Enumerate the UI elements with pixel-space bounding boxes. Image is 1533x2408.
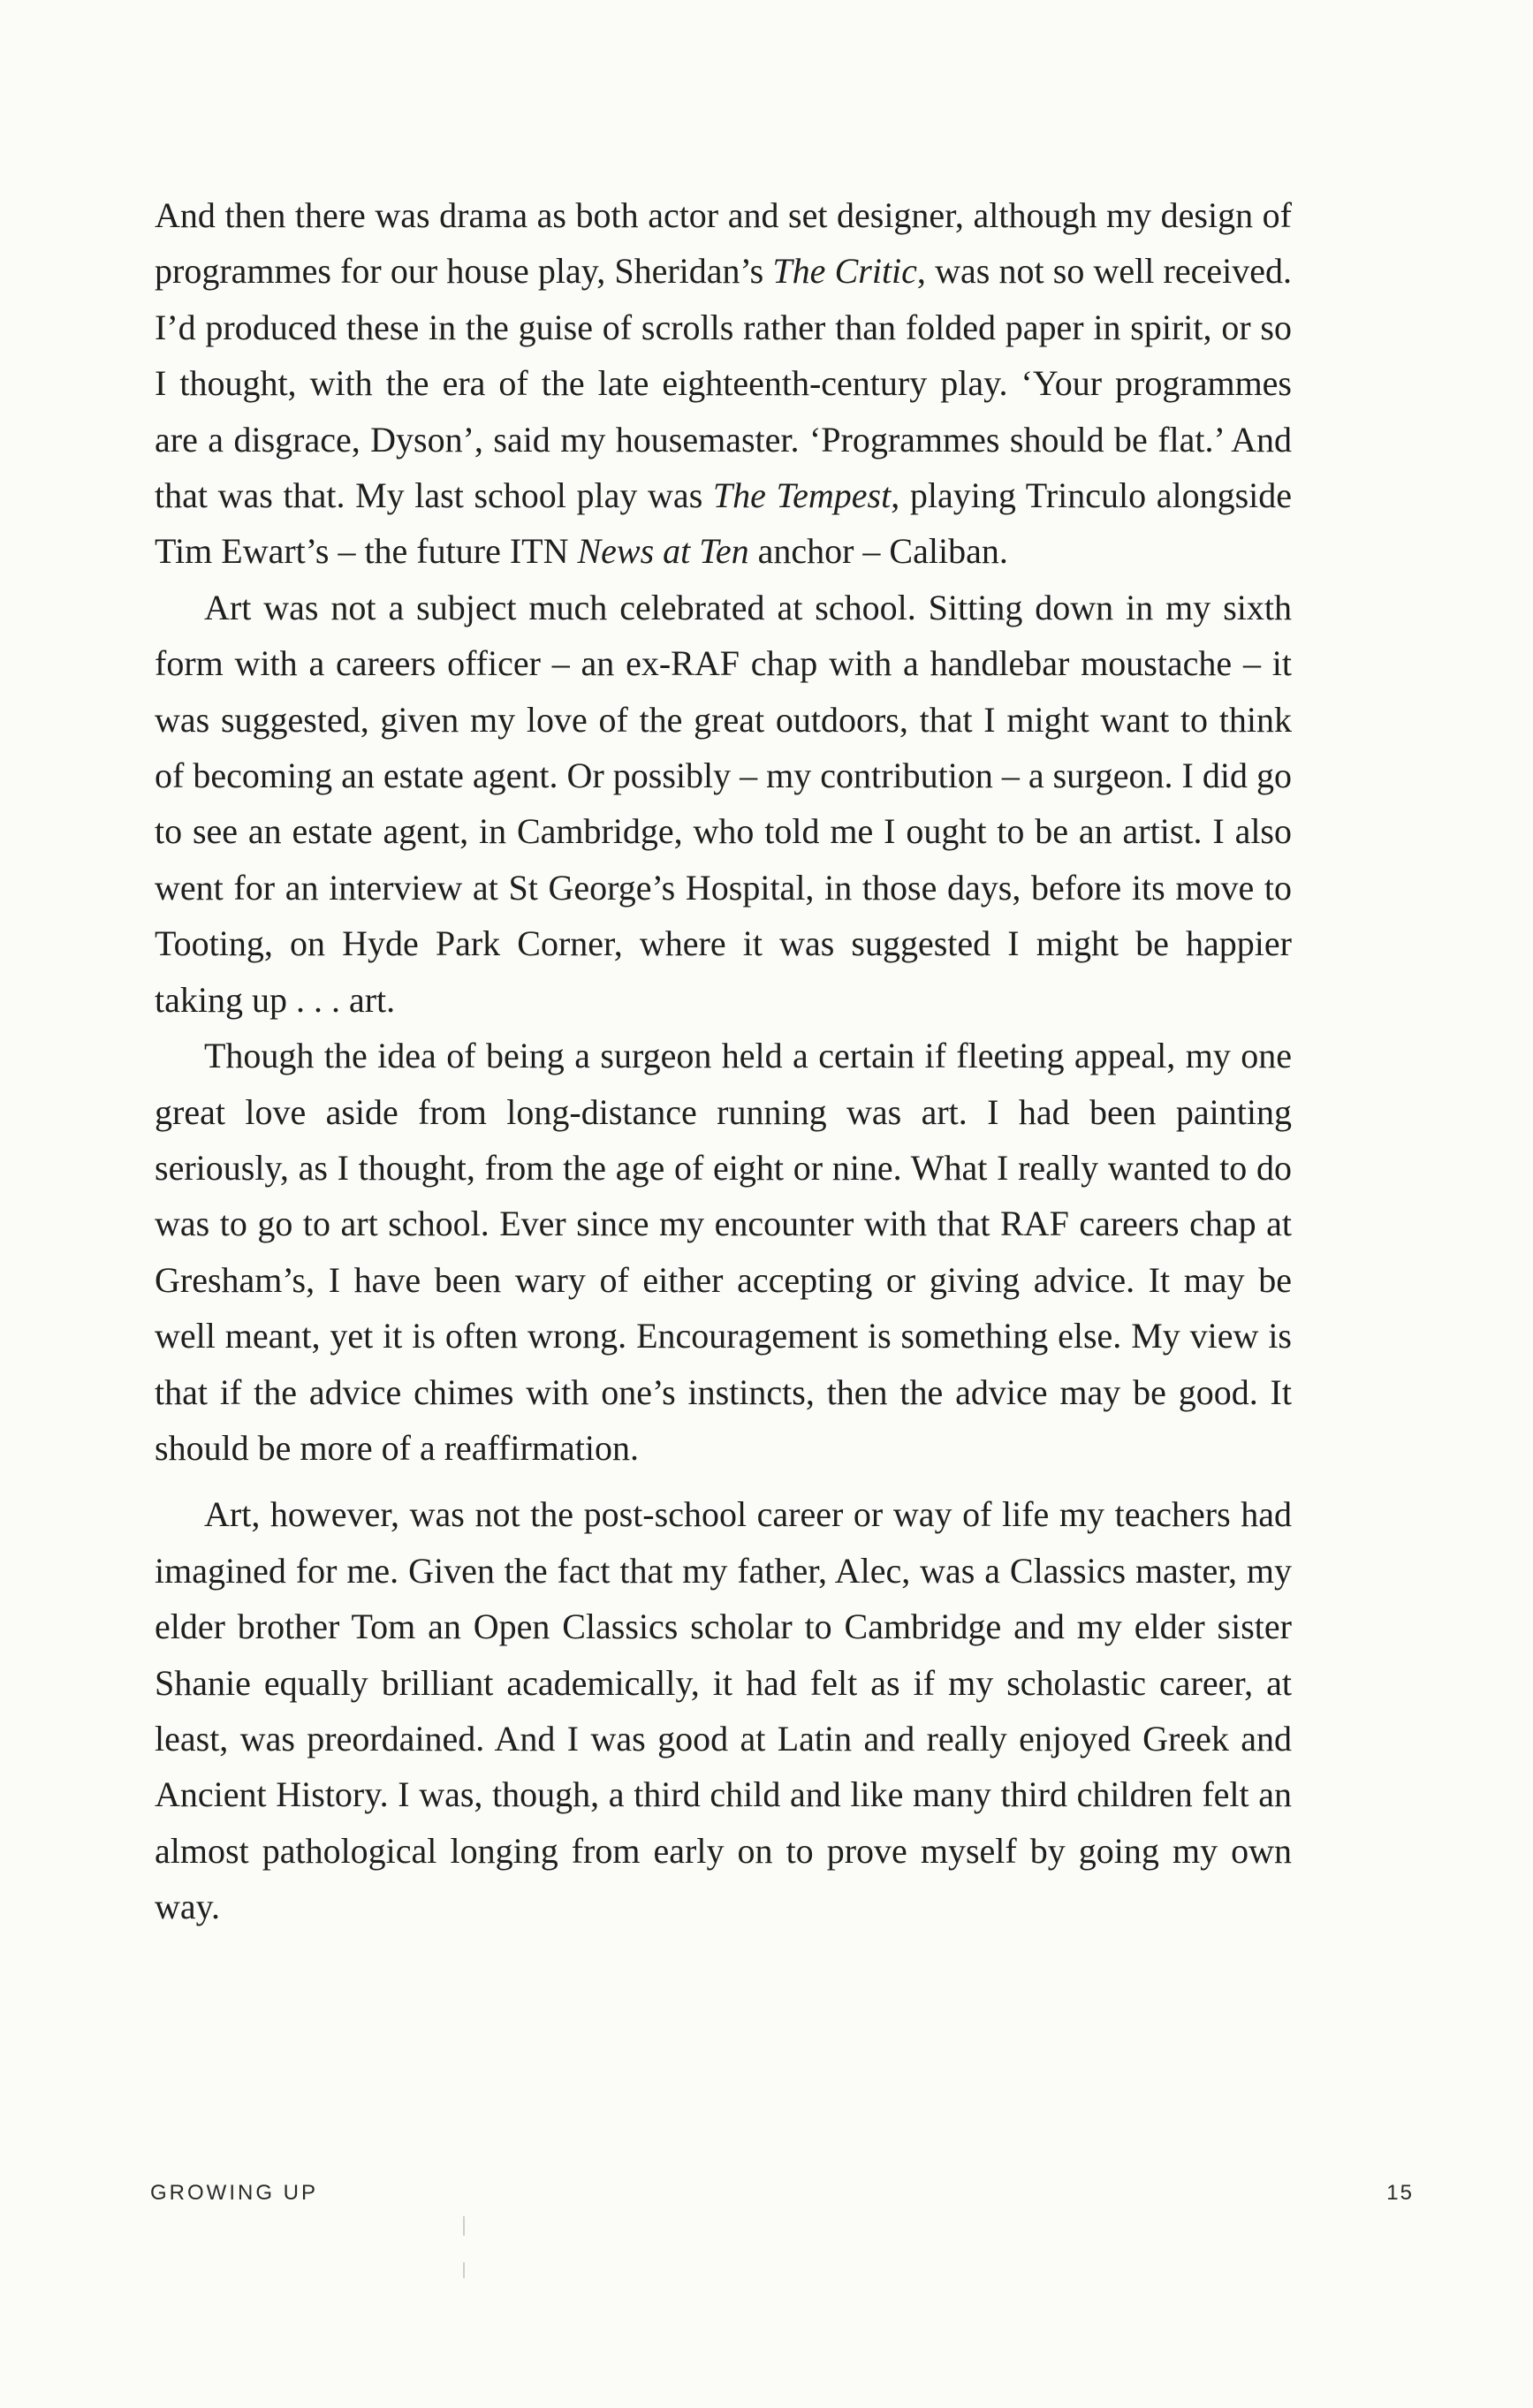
body-text [155,187,1292,1935]
text-segment: Though the idea of being a surgeon held a certain if fleeting appeal, my one great love aside from long-distance running was art. I had been painting seriously, as I thought, from the age of eight or nine. What I really wanted to do was to go to art school. Ever since my encounter with that RAF careers chap at Gresham’s, I have been wary of either accepting or giving advice. It may be well meant, yet it is often wrong. Encouragement is something else. My view is that if the advice chimes with one’s instincts, then the advice may be good. It should be more of a reaffirmation. [155,1036,1292,1468]
text-segment: Art was not a subject much celebrated at school. Sitting down in my sixth form with a careers officer – an ex-RAF chap with a handlebar moustache – it was suggested, given my love of the great outdoors, that I might want to think of becoming an estate agent. Or possibly – my contribution – a surgeon. I did go to see an estate agent, in Cambridge, who told me I ought to be an artist. I also went for an interview at St George’s Hospital, in those days, before its move to Tooting, on Hyde Park Corner, where it was suggested I might be happier taking up . . . art. [155,587,1292,1020]
text-segment: , playing Trinculo alongside Tim Ewart’s – the future ITN [155,475,1293,572]
paragraph-2 [155,580,1292,1028]
text-segment: , was not so well received. I’d produced these in the guise of scrolls rather than folded paper in spirit, or so I thought, with the era of the late eighteenth-century play. ‘Your programmes are a disgrace, Dyson’, said my housemaster. ‘Programmes should be flat.’ And that was that. My last school play was [155,251,1292,516]
page-number: 15 [1386,2181,1414,2205]
running-footer-section-title: GROWING UP [150,2181,318,2205]
italic-title-text: The Tempest [712,475,892,516]
paragraph-3 [155,1028,1292,1476]
paragraph-4 [155,1486,1292,1934]
paragraph-1 [155,187,1292,580]
text-segment: Art, however, was not the post-school career or way of life my teachers had imagined for me. Given the fact that my father, Alec, was a Classics master, my elder brother Tom an Open Classics scholar to Cambridge and my elder sister Shanie equally brilliant academically, it had felt as if my scholastic career, at least, was preordained. And I was good at Latin and really enjoyed Greek and Ancient History. I was, though, a third child and like many third children felt an almost pathological longing from early on to prove myself by going my own way. [155,1494,1292,1927]
text-segment: And then there was drama as both actor and set designer, although my design of programmes for our house play, Sheridan’s [155,195,1292,292]
italic-title-text: News at Ten [577,531,749,572]
scan-artifact-mark [463,2262,465,2278]
text-segment: anchor – Caliban. [748,531,1008,572]
scan-artifact-mark [463,2216,465,2236]
italic-title-text: The Critic [772,251,917,292]
